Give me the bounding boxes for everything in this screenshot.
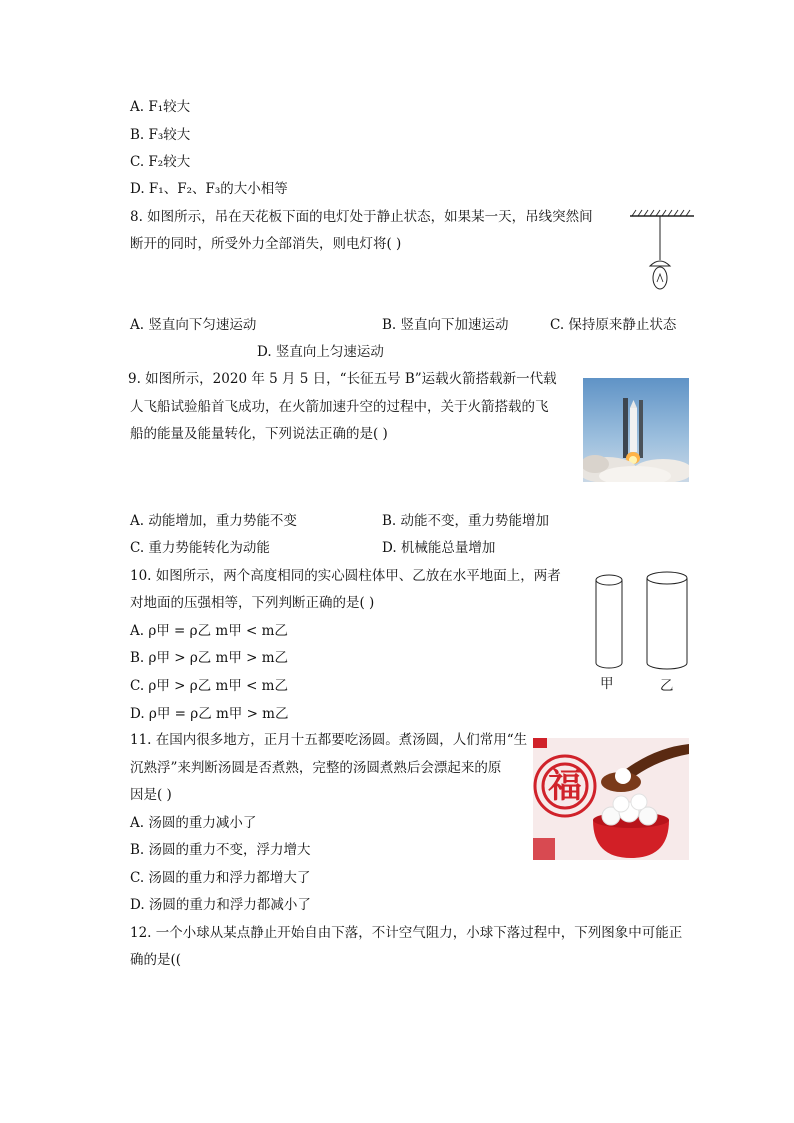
q9-option-c: C. 重力势能转化为动能 <box>130 540 270 556</box>
q8-option-c: C. 保持原来静止状态 <box>550 317 677 333</box>
q7-option-c: C. F₂较大 <box>130 154 191 170</box>
q11-option-c: C. 汤圆的重力和浮力都增大了 <box>130 870 311 886</box>
q8-stem-line2: 断开的同时，所受外力全部消失，则电灯将( ) <box>130 236 402 252</box>
q10-option-b: B. ρ甲 > ρ乙 m甲 > m乙 <box>130 650 289 666</box>
q7-option-d: D. F₁、F₂、F₃的大小相等 <box>130 181 288 197</box>
q9-option-d: D. 机械能总量增加 <box>382 540 496 556</box>
q10-option-c: C. ρ甲 > ρ乙 m甲 < m乙 <box>130 678 288 694</box>
cylinder-label-yi: 乙 <box>660 678 674 694</box>
q8-stem-line1: 8. 如图所示，吊在天花板下面的电灯处于静止状态，如果某一天，吊线突然间 <box>130 209 593 225</box>
q8-option-b: B. 竖直向下加速运动 <box>382 317 509 333</box>
q11-stem-line2: 沉熟浮”来判断汤圆是否煮熟，完整的汤圆煮熟后会漂起来的原 <box>130 760 502 776</box>
q9-option-a: A. 动能增加，重力势能不变 <box>130 513 297 529</box>
q8-option-a: A. 竖直向下匀速运动 <box>130 317 257 333</box>
q8-option-d: D. 竖直向上匀速运动 <box>257 344 384 360</box>
cylinder-label-jia: 甲 <box>600 676 614 692</box>
q12-stem-line2: 确的是(( <box>130 952 182 968</box>
tangyuan-photo <box>533 738 689 860</box>
q10-stem-line1: 10. 如图所示，两个高度相同的实心圆柱体甲、乙放在水平地面上，两者 <box>130 568 561 584</box>
fu-character: 福 <box>548 766 582 806</box>
q7-option-a: A. F₁较大 <box>130 99 191 115</box>
q11-option-d: D. 汤圆的重力和浮力都减小了 <box>130 897 311 913</box>
q9-option-b: B. 动能不变，重力势能增加 <box>382 513 550 529</box>
q11-stem-line1: 11. 在国内很多地方，正月十五都要吃汤圆。煮汤圆，人们常用“生 <box>130 732 528 748</box>
q12-stem-line1: 12. 一个小球从某点静止开始自由下落，不计空气阻力，小球下落过程中，下列图象中可能正 <box>130 925 683 941</box>
q9-stem-line3: 船的能量及能量转化，下列说法正确的是( ) <box>130 426 388 442</box>
q10-option-a: A. ρ甲 = ρ乙 m甲 < m乙 <box>130 623 288 639</box>
q9-stem-line2: 人飞船试验船首飞成功，在火箭加速升空的过程中，关于火箭搭载的飞 <box>130 399 549 415</box>
rocket-launch-photo <box>583 378 689 482</box>
q11-option-b: B. 汤圆的重力不变，浮力增大 <box>130 842 311 858</box>
q10-option-d: D. ρ甲 = ρ乙 m甲 > m乙 <box>130 706 289 722</box>
q7-option-b: B. F₃较大 <box>130 127 191 143</box>
hanging-lamp-figure <box>628 208 696 294</box>
q11-stem-line3: 因是( ) <box>130 787 172 803</box>
q10-stem-line2: 对地面的压强相等，下列判断正确的是( ) <box>130 595 375 611</box>
two-cylinders-figure <box>592 570 692 672</box>
q11-option-a: A. 汤圆的重力减小了 <box>130 815 257 831</box>
q9-stem-line1: 9. 如图所示，2020 年 5 月 5 日，“长征五号 B”运载火箭搭载新一代载 <box>128 371 557 387</box>
